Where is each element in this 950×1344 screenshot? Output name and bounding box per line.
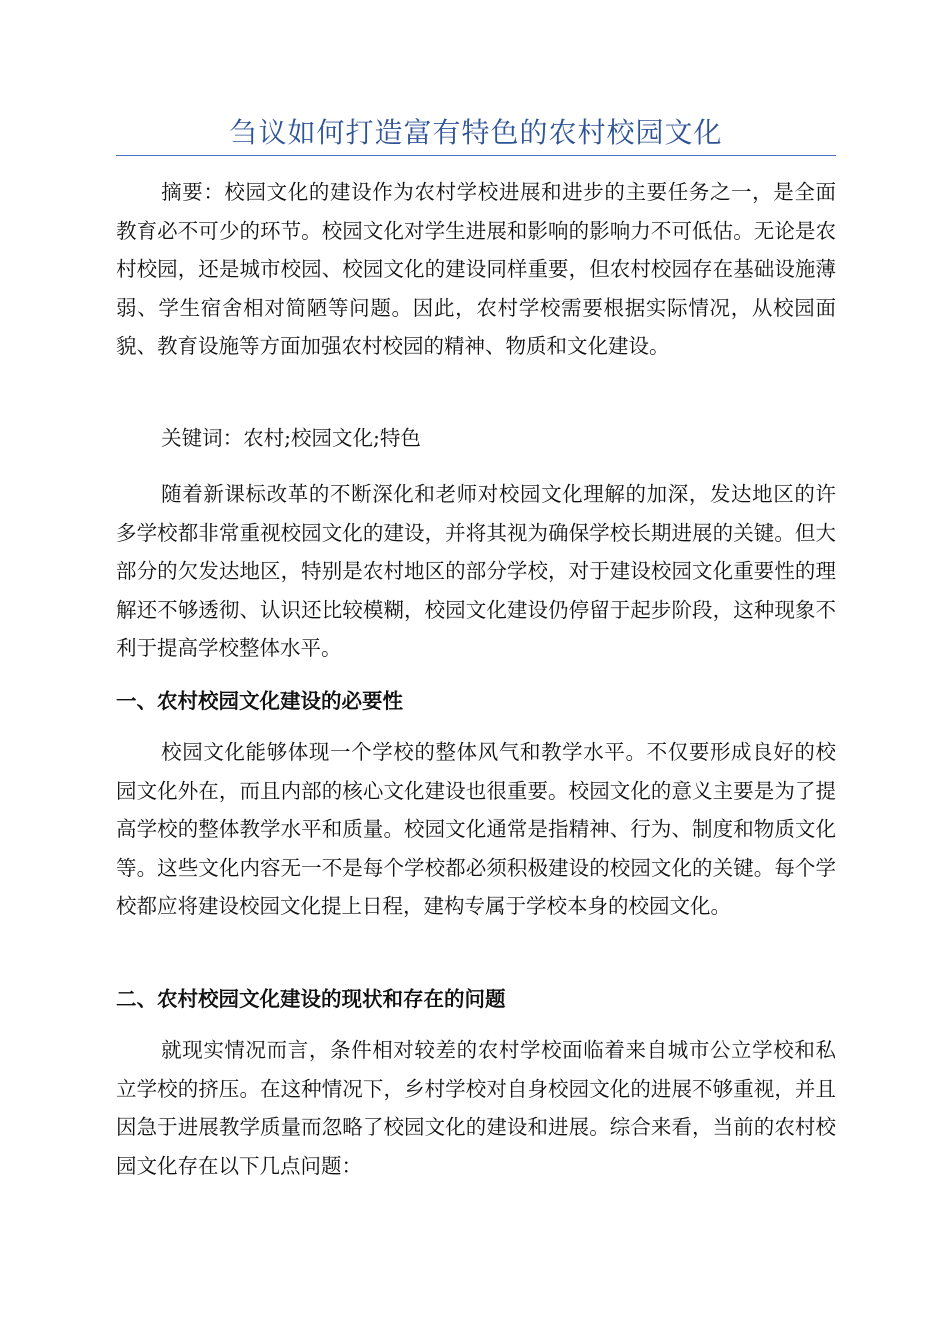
keywords-block: [116, 419, 836, 458]
section-1-heading: 一、农村校园文化建设的必要性: [116, 689, 403, 713]
intro-paragraph: 随着新课标改革的不断深化和老师对校园文化理解的加深，发达地区的许多学校都非常重视校园文化的建设，并将其视为确保学校长期进展的关键。但大部分的欠发达地区，特别是农村地区的部分学校，对于建设校园文化重要性的理解还不够透彻、认识还比较模糊，校园文化建设仍停留于起步阶段，这种现象不利于提高学校整体水平。: [116, 482, 836, 661]
abstract-block: [116, 173, 836, 366]
keywords-line: 关键词：农村;校园文化;特色: [161, 426, 421, 450]
section-2-block: [116, 1031, 836, 1185]
abstract-paragraph: 摘要：校园文化的建设作为农村学校进展和进步的主要任务之一，是全面教育必不可少的环节。校园文化对学生进展和影响的影响力不可低估。无论是农村校园，还是城市校园、校园文化的建设同样重要，但农村校园存在基础设施薄弱、学生宿舍相对简陋等问题。因此，农村学校需要根据实际情况，从校园面貌、教育设施等方面加强农村校园的精神、物质和文化建设。: [116, 180, 836, 359]
title-underline: [116, 155, 836, 156]
section-1-block: [116, 733, 836, 926]
page-title: 刍议如何打造富有特色的农村校园文化: [229, 116, 723, 149]
section-2-heading: 二、农村校园文化建设的现状和存在的问题: [116, 987, 506, 1011]
section-2-paragraph: 就现实情况而言，条件相对较差的农村学校面临着来自城市公立学校和私立学校的挤压。在这种情况下，乡村学校对自身校园文化的进展不够重视，并且因急于进展教学质量而忽略了校园文化的建设和进展。综合来看，当前的农村校园文化存在以下几点问题：: [116, 1038, 836, 1178]
intro-block: [116, 475, 836, 668]
section-1-paragraph: 校园文化能够体现一个学校的整体风气和教学水平。不仅要形成良好的校园文化外在，而且内部的核心文化建设也很重要。校园文化的意义主要是为了提高学校的整体教学水平和质量。校园文化通常是指精神、行为、制度和物质文化等。这些文化内容无一不是每个学校都必须积极建设的校园文化的关键。每个学校都应将建设校园文化提上日程，建构专属于学校本身的校园文化。: [116, 740, 836, 919]
